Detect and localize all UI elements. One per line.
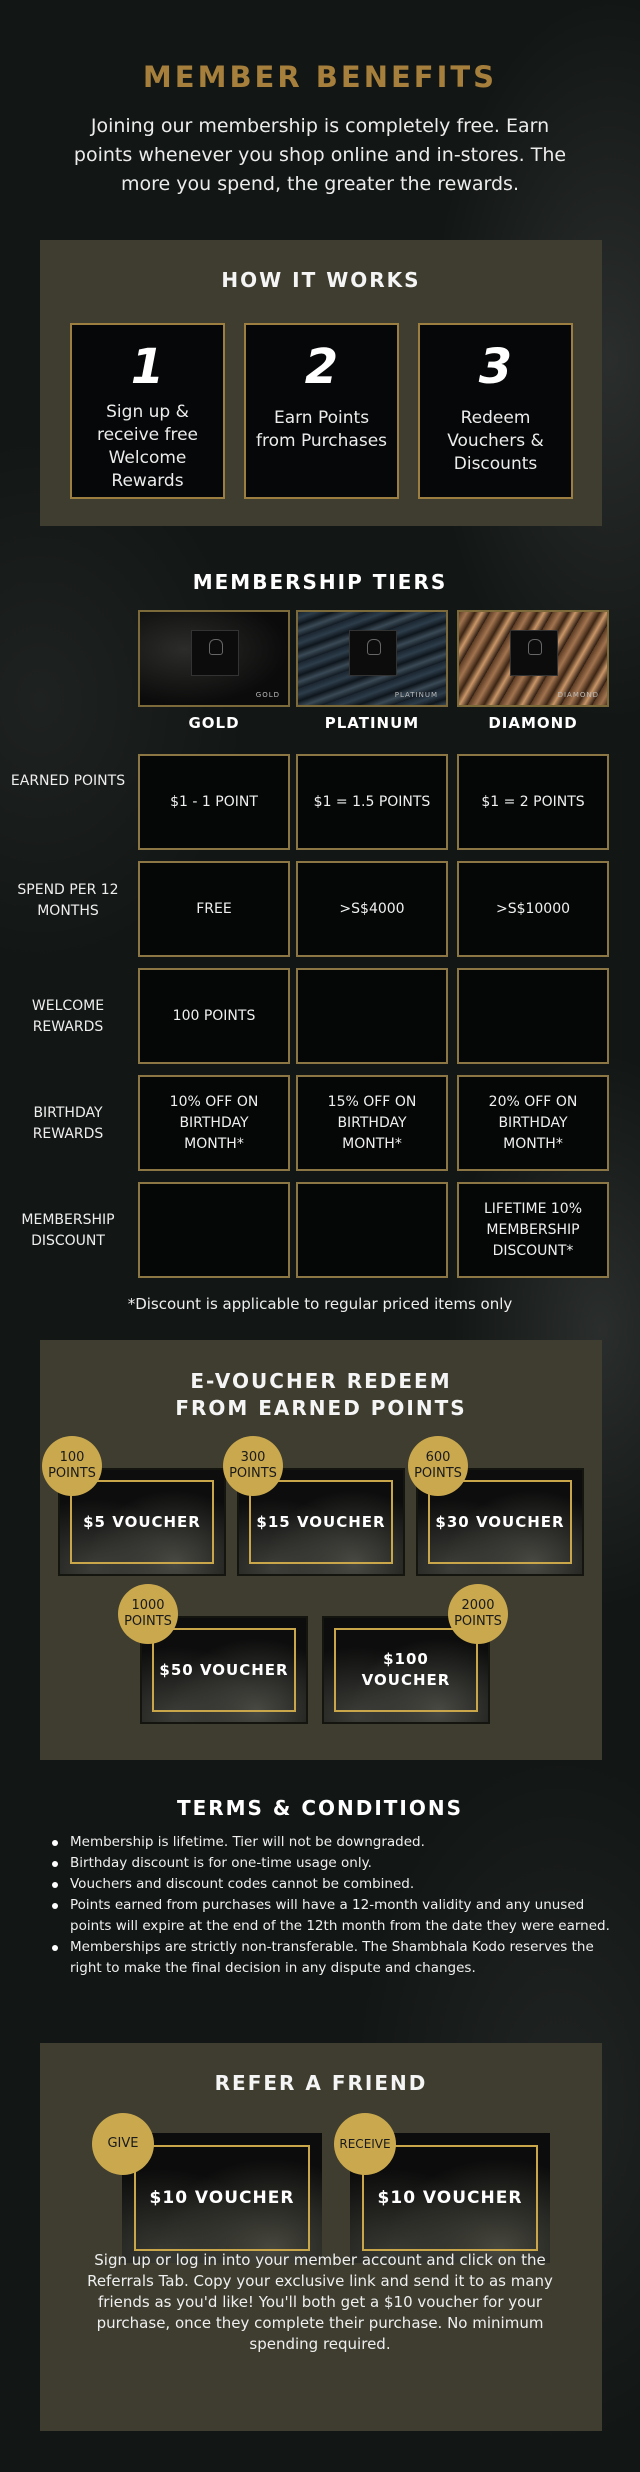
table-cell: 10% OFF ON BIRTHDAY MONTH* [138, 1075, 290, 1171]
table-cell: FREE [138, 861, 290, 957]
refer-panel [40, 2043, 602, 2431]
how-it-works-title: HOW IT WORKS [221, 268, 421, 292]
voucher-value: $50 VOUCHER [152, 1628, 296, 1712]
crest-logo-icon [191, 630, 239, 676]
points-badge: 600 POINTS [408, 1436, 468, 1496]
platinum-card-image [296, 610, 448, 707]
voucher-value: $5 VOUCHER [70, 1480, 214, 1564]
table-cell [296, 968, 448, 1064]
points-badge: 300 POINTS [223, 1436, 283, 1496]
card-tag: DIAMOND [557, 691, 599, 699]
evoucher-title: E-VOUCHER REDEEM FROM EARNED POINTS [175, 1369, 467, 1420]
gold-card-image [138, 610, 290, 707]
row-label-welcome: WELCOME REWARDS [31, 998, 105, 1035]
diamond-card-image [457, 610, 609, 707]
table-cell: 20% OFF ON BIRTHDAY MONTH* [457, 1075, 609, 1171]
table-cell [138, 1182, 290, 1278]
how-it-works-panel [40, 240, 602, 526]
points-badge: 2000 POINTS [448, 1584, 508, 1644]
list-item: Vouchers and discount codes cannot be combined. [52, 1874, 612, 1895]
step-number: 3 [478, 339, 513, 395]
table-cell: >S$10000 [457, 861, 609, 957]
row-label-birthday: BIRTHDAY REWARDS [32, 1105, 104, 1142]
membership-tiers-title: MEMBERSHIP TIERS [192, 570, 448, 594]
intro-text: Joining our membership is completely free. Earn points whenever you shop online and in-stores. The more you spend, the greater the rewards. [73, 115, 567, 195]
table-cell [296, 1182, 448, 1278]
tier-name-platinum: PLATINUM [324, 714, 420, 732]
step-card-2 [244, 323, 399, 499]
row-label-discount: MEMBERSHIP DISCOUNT [21, 1212, 115, 1249]
tier-name-diamond: DIAMOND [488, 714, 578, 732]
receive-badge: RECEIVE [334, 2113, 396, 2175]
table-cell: 15% OFF ON BIRTHDAY MONTH* [296, 1075, 448, 1171]
points-badge: 1000 POINTS [118, 1584, 178, 1644]
row-label-spend: SPEND PER 12 MONTHS [17, 882, 119, 919]
give-badge: GIVE [92, 2113, 154, 2175]
table-cell [457, 968, 609, 1064]
table-cell: $1 = 1.5 POINTS [296, 754, 448, 850]
table-cell: 100 POINTS [138, 968, 290, 1064]
table-cell: LIFETIME 10% MEMBERSHIP DISCOUNT* [457, 1182, 609, 1278]
points-badge: 100 POINTS [42, 1436, 102, 1496]
evoucher-panel [40, 1340, 602, 1760]
terms-list [52, 1832, 612, 1979]
step-text: Earn Points from Purchases [255, 408, 388, 451]
table-cell: $1 = 2 POINTS [457, 754, 609, 850]
step-text: Redeem Vouchers & Discounts [447, 408, 544, 474]
step-card-1 [70, 323, 225, 499]
crest-logo-icon [349, 630, 397, 676]
step-card-3 [418, 323, 573, 499]
tier-name-gold: GOLD [188, 714, 240, 732]
step-number: 1 [130, 339, 165, 395]
card-tag: PLATINUM [394, 691, 438, 699]
list-item: Memberships are strictly non-transferable. The Shambhala Kodo reserves the right to make the final decision in any dispute and changes. [52, 1937, 612, 1979]
list-item: Birthday discount is for one-time usage only. [52, 1853, 612, 1874]
voucher-value: $15 VOUCHER [249, 1480, 393, 1564]
voucher-value: $100 VOUCHER [334, 1628, 478, 1712]
list-item: Membership is lifetime. Tier will not be downgraded. [52, 1832, 612, 1853]
table-cell: >S$4000 [296, 861, 448, 957]
refer-title: REFER A FRIEND [214, 2071, 428, 2095]
discount-footnote: *Discount is applicable to regular priced items only [127, 1295, 513, 1313]
voucher-value: $30 VOUCHER [428, 1480, 572, 1564]
card-tag: GOLD [255, 691, 280, 699]
voucher-value: $10 VOUCHER [134, 2145, 310, 2251]
refer-description: Sign up or log in into your member account and click on the Referrals Tab. Copy your exclusive link and send it to as many friends as you'd like! You'll both get a $10 voucher for your purchase, once they complete their purchase. No minimum spending required. [87, 2251, 553, 2353]
page-title: MEMBER BENEFITS [142, 60, 498, 94]
step-text: Sign up & receive free Welcome Rewards [96, 402, 199, 491]
table-cell: $1 - 1 POINT [138, 754, 290, 850]
step-number: 2 [304, 339, 339, 395]
crest-logo-icon [510, 630, 558, 676]
row-label-earned-points: EARNED POINTS [10, 773, 126, 789]
voucher-value: $10 VOUCHER [362, 2145, 538, 2251]
terms-title: TERMS & CONDITIONS [176, 1796, 464, 1820]
list-item: Points earned from purchases will have a 12-month validity and any unused points will expire at the end of the 12th month from the date they were earned. [52, 1895, 612, 1937]
